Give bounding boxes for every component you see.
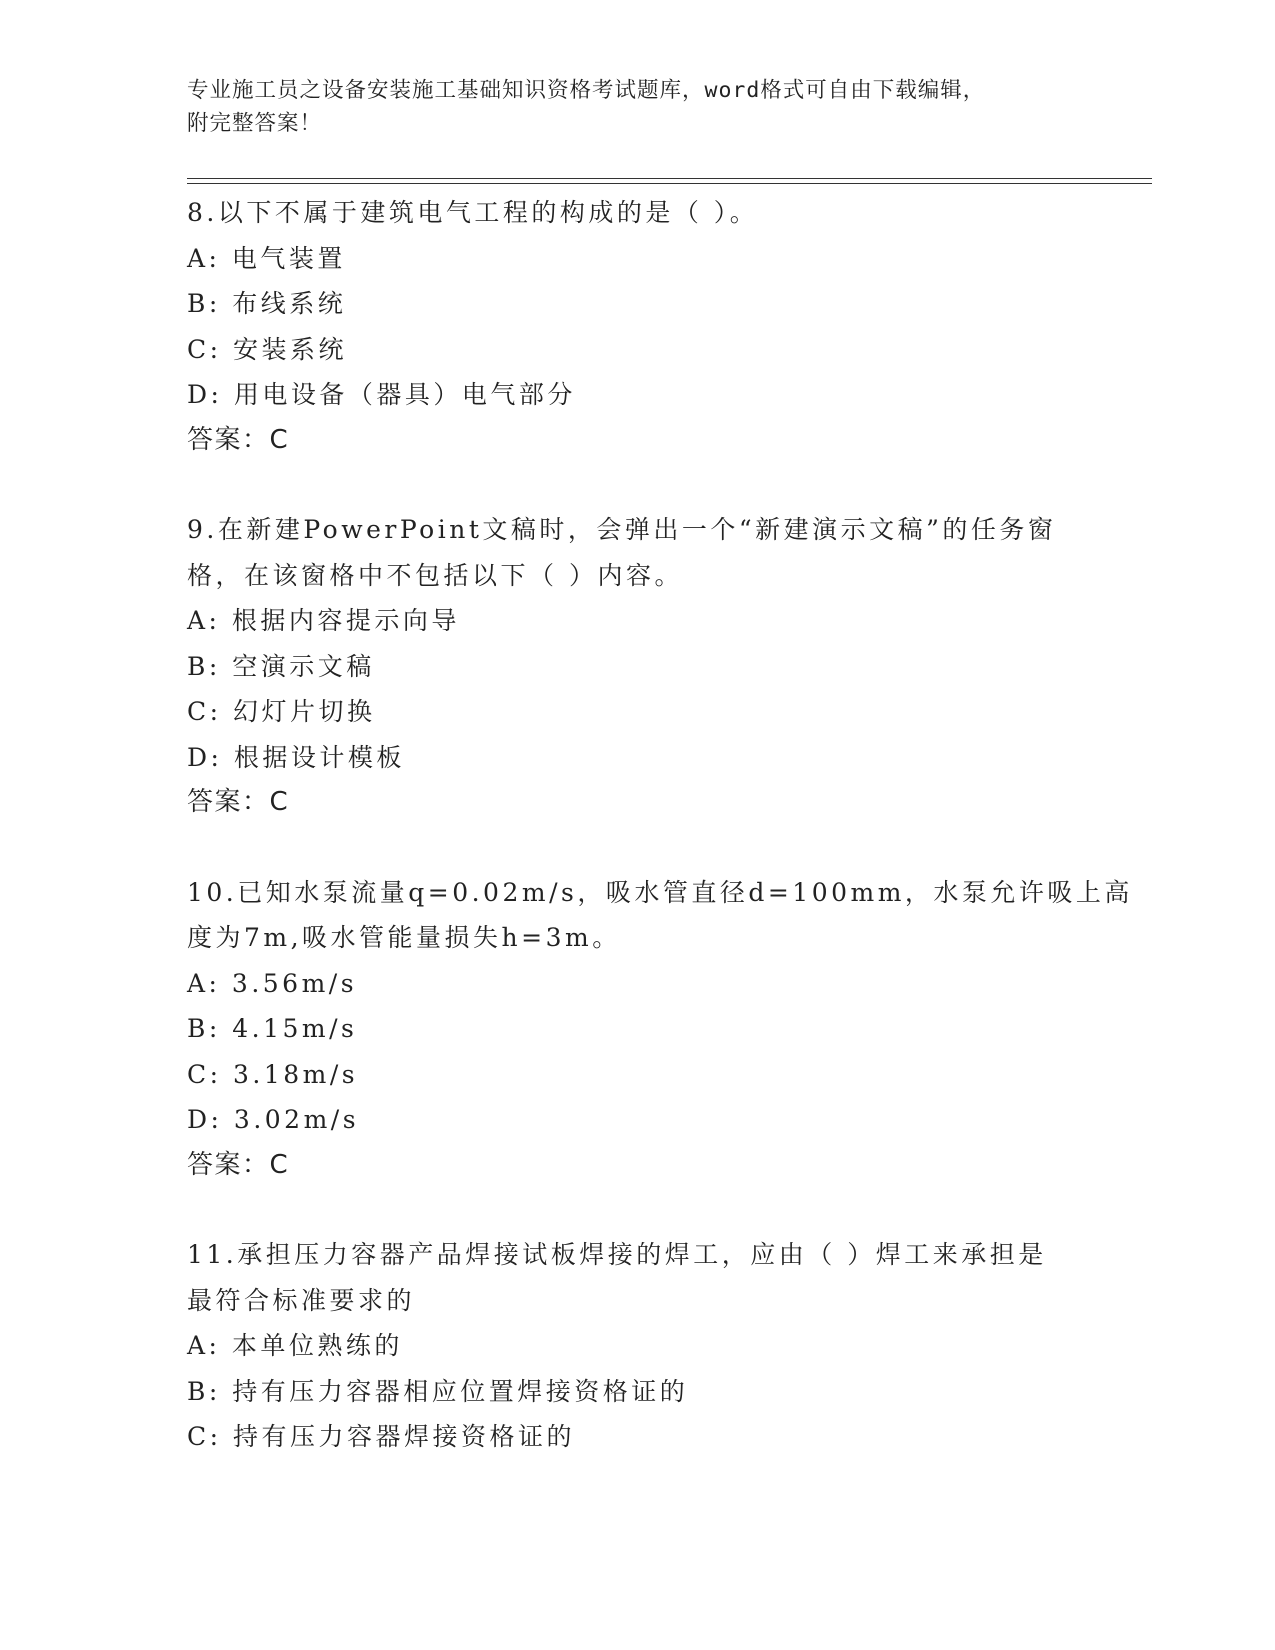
option-a: A: 3.56m/s — [187, 968, 358, 998]
header-line-1: 专业施工员之设备安装施工基础知识资格考试题库，word格式可自由下载编辑， — [187, 78, 986, 103]
option-c: C: 3.18m/s — [187, 1059, 359, 1089]
option-b: B: 4.15m/s — [187, 1014, 358, 1043]
option-d: D: 3.02m/s — [187, 1105, 360, 1134]
question-stem: 9.在新建PowerPoint文稿时，会弹出一个“新建演示文稿”的任务窗 — [187, 515, 1057, 544]
question-stem: 10.已知水泵流量q=0.02m/s，吸水管直径d=100mm，水泵允许吸上高 — [187, 877, 1133, 907]
question-8 — [187, 190, 1087, 463]
option-b: B: 空演示文稿 — [187, 651, 375, 681]
option-b: B: 布线系统 — [187, 289, 347, 318]
option-c: C: 持有压力容器焊接资格证的 — [187, 1422, 575, 1451]
answer-label: 答案：C — [187, 424, 290, 455]
option-b: B: 持有压力容器相应位置焊接资格证的 — [187, 1376, 689, 1406]
question-stem: 11.承担压力容器产品焊接试板焊接的焊工，应由（ ）焊工来承担是 — [187, 1240, 1047, 1269]
header-divider — [187, 178, 1152, 184]
option-d: D: 根据设计模板 — [187, 742, 405, 772]
option-d: D: 用电设备（器具）电气部分 — [187, 380, 576, 409]
question-list — [187, 190, 1133, 1504]
question-stem-continued: 格，在该窗格中不包括以下（ ）内容。 — [187, 560, 683, 590]
document-header — [187, 74, 1067, 140]
option-a: A: 根据内容提示向导 — [187, 606, 460, 635]
option-a: A: 本单位熟练的 — [187, 1331, 403, 1360]
question-stem: 8.以下不属于建筑电气工程的构成的是（ ）。 — [187, 198, 759, 227]
option-c: C: 安装系统 — [187, 334, 347, 364]
question-9 — [187, 507, 1087, 826]
option-c: C: 幻灯片切换 — [187, 697, 376, 726]
question-11 — [187, 1232, 1087, 1460]
header-line-2: 附完整答案！ — [187, 111, 323, 136]
option-a: A: 电气装置 — [187, 243, 346, 273]
answer-label: 答案：C — [187, 787, 290, 817]
answer-label: 答案：C — [187, 1149, 290, 1180]
question-stem-continued: 最符合标准要求的 — [187, 1285, 416, 1315]
question-10 — [187, 870, 1133, 1189]
question-stem-continued: 度为7m,吸水管能量损失h=3m。 — [187, 923, 621, 952]
